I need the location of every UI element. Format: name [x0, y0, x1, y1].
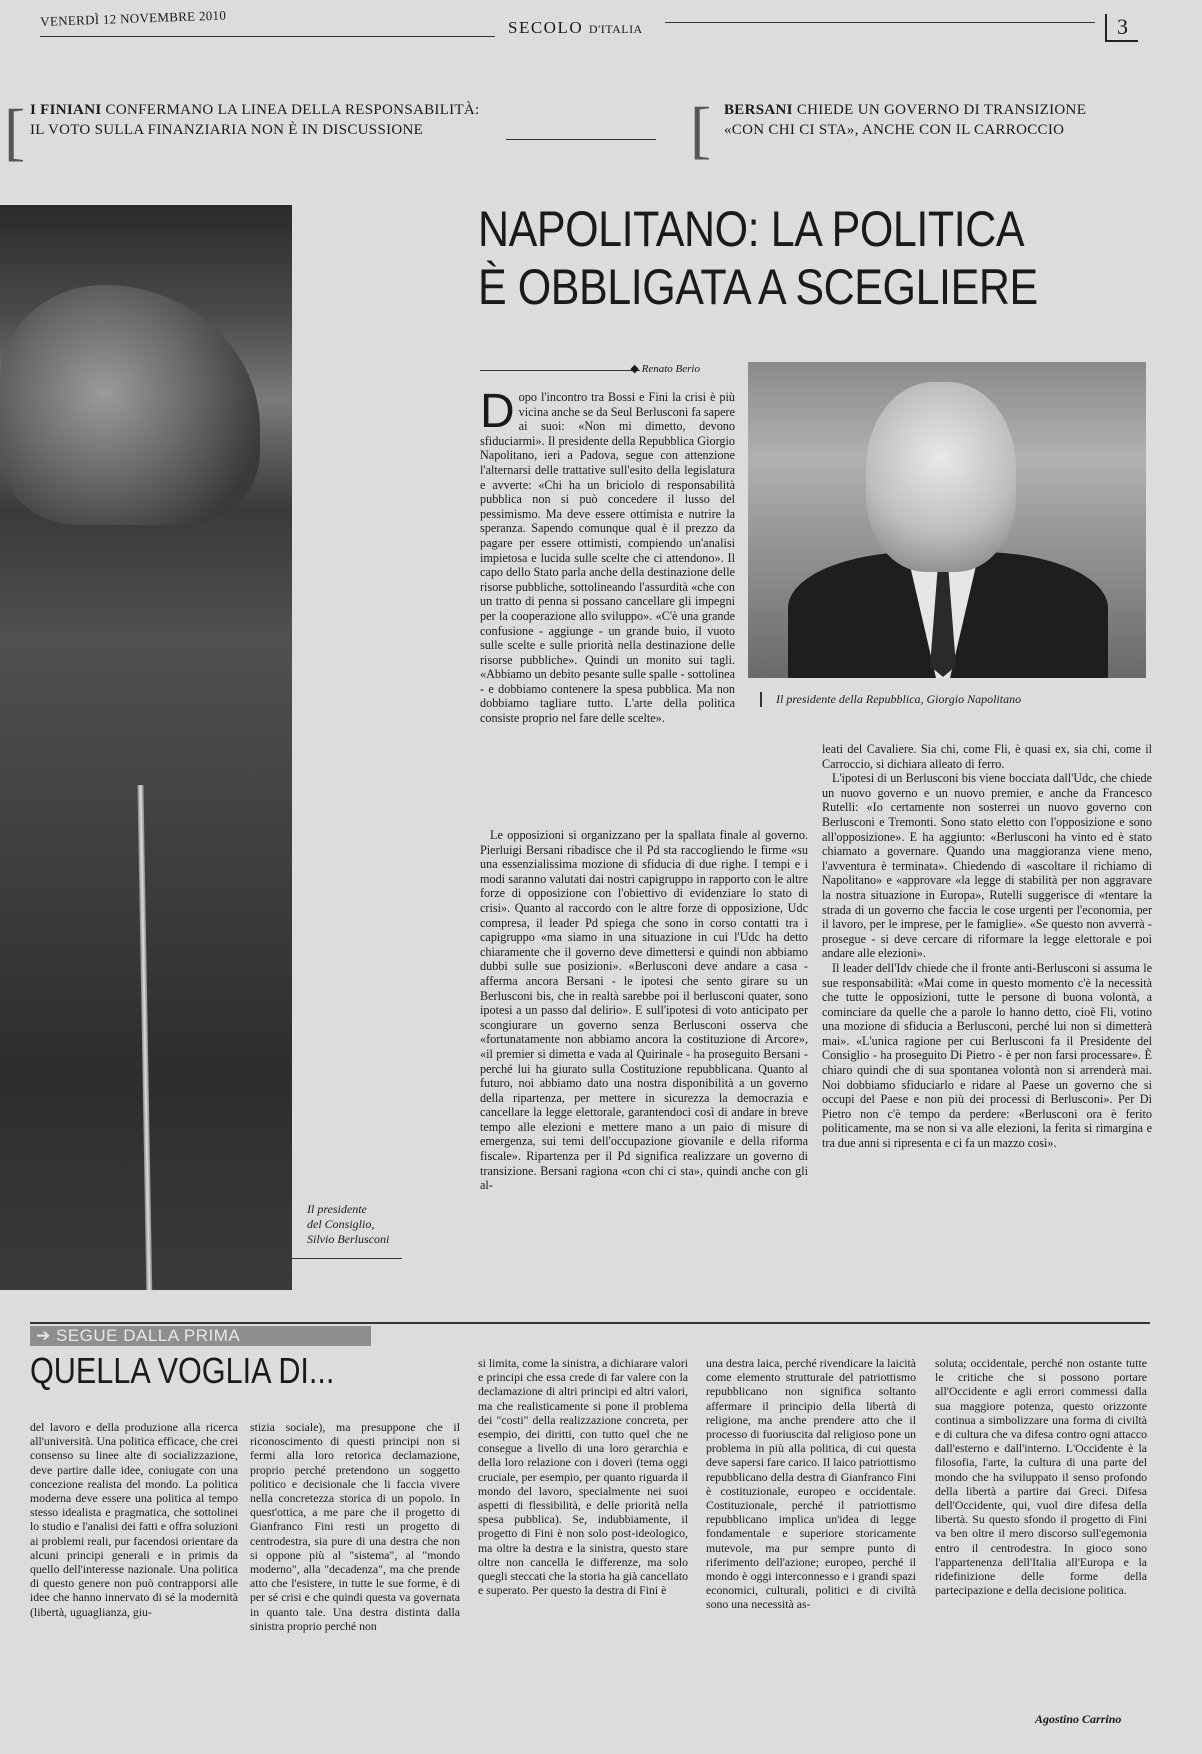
bottom-col1: del lavoro e della produzione alla ricerca all'università. Una politica efficace, che crei consenso su linee alte di socializzazione, deve partire dalle idee, coniugate con una concezione realista del mondo. La politica moderna deve essere una politica al tempo stesso idealista e pragmatica, che sottolinei lo studio e l'analisi dei fatti e offra soluzioni ai problemi reali, pur facendosi orientare da alcuni principi generali e in primis da quello dell'interesse nazionale. Una politica di questo genere non può contrapporsi alle idee che hanno innervato di sé la modernità (libertà, uguaglianza, giu- [30, 1420, 238, 1619]
byline: ◆ Renato Berio [630, 363, 700, 375]
bottom-headline: QUELLA VOGLIA DI... [30, 1350, 335, 1391]
napolitano-photo [748, 362, 1146, 678]
article-col1-top [480, 385, 735, 726]
caption-left-rule [292, 1258, 402, 1259]
caption-left-line1: Il presidente [307, 1202, 367, 1216]
caption-left-line3: Silvio Berlusconi [307, 1232, 390, 1246]
stone-ornament-graphic [0, 285, 260, 525]
article-col1-bottom [480, 828, 808, 1193]
kicker-right-bracket: [ [690, 94, 712, 165]
masthead-title-small: D'ITALIA [588, 22, 643, 36]
main-headline [478, 200, 1166, 316]
portrait-head-graphic [866, 382, 1016, 572]
kicker-left [30, 100, 510, 140]
berlusconi-photo [0, 205, 292, 1290]
kicker-right-line2: «CON CHI CI STA», ANCHE CON IL CARROCCIO [724, 122, 1065, 138]
masthead-title [508, 18, 643, 38]
drop-cap: D [480, 385, 515, 438]
kicker-left-line2: IL VOTO SULLA FINANZIARIA NON È IN DISCUSSIONE [30, 122, 424, 138]
bottom-col2: stizia sociale), ma presuppone che il riconoscimento di questi principi non si fermi alla loro retorica declamazione, proprio perché pretendono un soggetto politico e decisionale che li faccia vivere nella concretezza storica di un popolo. In quest'ottica, a me pare che il progetto di Gianfranco Fini resti un progetto di centrodestra, sia pure di una destra che non si oppone più al "sistema", al "mondo moderno", alla "decadenza", ma che prende atto che l'esistere, in tutte le sue forme, è di per sé crisi e che quindi questa va governata in quanto tale. Una destra distinta dalla sinistra proprio perché non [250, 1420, 460, 1633]
masthead-rule-right [665, 22, 1095, 23]
article-intro: opo l'incontro tra Bossi e Fini la crisi è più vicina anche se da Seul Berlusconi fa sapere ai suoi: «Non mi dimetto, devono sfiduciarmi». Il presidente della Repubblica Giorgio Napolitano, ieri a Padova, segue con attenzione l'alternarsi delle trattative sull'esito della legislatura e avverte: «Chi ha un briciolo di responsabilità pubblica non si può concedere il lusso del pessimismo. Ma deve essere ottimista e nutrire la speranza. Sapendo comunque qual è il prezzo da pagare per essere ottimisti, compiendo un'analisi impietosa e lucida sulle scelte che ci attendono». Il capo dello Stato parla anche della destinazione delle risorse pubbliche, sottolineando l'assurdità «che con un tratto di penna si possano cancellare gli impegni per la cooperazione allo sviluppo». «C'è una grande confusione - aggiunge - un grande buio, il vuoto sulle scelte e sulle priorità nella destinazione delle risorse pubbliche». Quindi un monito sui tagli. «Abbiamo un debito pesante sulle spalle - sottolinea - e dobbiamo contenere la spesa pubblica. Ma non dobbiamo tagliare tutto. L'arte della politica consiste proprio nel fare delle scelte». [480, 390, 735, 726]
headline-line2: È OBBLIGATA A SCEGLIERE [478, 259, 1038, 315]
kicker-left-line1: CONFERMANO LA LINEA DELLA RESPONSABILITÀ: [105, 102, 480, 118]
bottom-col5: soluta; occidentale, perché non ostante tutte le critiche che si possono portare all'Occidente e agli errori commessi dalla sua maggiore potenza, questo orizzonte continua a simbolizzare una forma di civiltà e di cultura che va difesa contro ogni attacco dall'esterno e dall'interno. L'Occidente è la filosofia, l'arte, la cultura di una parte del mondo che ha sviluppato il senso profondo della libertà a partire dai Greci. Difesa dell'Occidente, qui, vuol dire difesa della libertà. Su questo sfondo il progetto di Fini va ben oltre il mero discorso sull'egemonia entro il centrodestra. In gioco sono l'appartenenza dell'Italia all'Europa e la ridefinizione delle forme della partecipazione e della decisione politica. [935, 1356, 1147, 1598]
article-paragraph: leati del Cavaliere. Sia chi, come Fli, è quasi ex, sia chi, come il Carroccio, si dichiara alleato di ferro. [822, 742, 1152, 771]
kicker-right-lead: BERSANI [724, 102, 793, 118]
segue-label: ➔ SEGUE DALLA PRIMA [30, 1326, 371, 1346]
photo-caption-right: Il presidente della Repubblica, Giorgio Napolitano [760, 692, 1021, 707]
article-paragraph: Il leader dell'Idv chiede che il fronte anti-Berlusconi si assuma le sue responsabilità: «Mai come in questo momento c'è la necessità che tutte le opposizioni, tutte le persone di buona volontà, a cominciare da quelle che a parole lo hanno detto, cioè Fli, votino una mozione di sfiducia a Berlusconi, perché lui non si dimetterà mai». «L'unica ragione per cui Berlusconi fa il Presidente del Consiglio - ha proseguito Di Pietro - è per non farsi processare». È chiaro quindi che di sua spontanea volontà non si arrenderà mai. Noi dobbiamo sfiduciarlo e ridare al Paese un governo che si occupi del Paese e non più dei processi di Berlusconi». Per Di Pietro non c'è tempo da perdere: «Berlusconi ora è ferito politicamente, ma se non si va alle elezioni, la ferita si rimargina e tra due anni si ripresenta e ci fa un mazzo così». [822, 960, 1152, 1151]
article-paragraph: L'ipotesi di un Berlusconi bis viene bocciata dall'Udc, che chiede un nuovo governo e un nuovo premier, e anche da Francesco Rutelli: «Io certamente non sosterrei un nuovo governo con Berlusconi e Tremonti. Sono stato eletto con l'opposizione e sono all'opposizione». E ha aggiunto: «Berlusconi ha vinto ed è stato chiamato a governare. Quando una maggioranza viene meno, l'avventura è terminata». Chiedendo di «ascoltare il richiamo di Napolitano» e «approvare «la legge di stabilità per non aggravare la nostra situazione in Europa», Rutelli suggerisce di «tentare la strada di un governo che faccia le cose urgenti per l'economia, per il lavoro, per le imprese, per le famiglie». «Se questo non avverrà - prosegue - si deve cercare di riformare la legge elettorale e poi andare alle elezioni». [822, 771, 1152, 961]
cane-graphic [137, 785, 152, 1290]
bottom-col4: una destra laica, perché rivendicare la laicità come elemento strutturale del patriottismo repubblicano non significa soltanto affermare il principio della libertà di religione, ma anche prendere atto che il processo di fuoriuscita dal religioso pone un problema in più alla politica, di cui questa deve sapersi fare carico. Il laico patriottismo repubblicano della destra di Gianfranco Fini è costituzionale, europeo e occidentale. Costituzionale, perché il patriottismo repubblicano implica un'idea di legge fondamentale e superiore storicamente mutevole, ma pur sempre punto di riferimento dell'azione; europeo, perché il mondo è oggi interconnesso e i grandi spazi economici, culturali, politici e di civiltà sono una necessità as- [706, 1356, 916, 1612]
masthead-title-main: SECOLO [508, 18, 584, 37]
kicker-divider [506, 139, 656, 140]
issue-date: VENERDÌ 12 NOVEMBRE 2010 [40, 7, 227, 29]
kicker-left-bracket: [ [4, 96, 26, 167]
byline-author: Renato Berio [641, 363, 700, 375]
photo-caption-left [307, 1202, 417, 1247]
caption-left-line2: del Consiglio, [307, 1217, 375, 1231]
section-divider [30, 1322, 1150, 1324]
article-col2 [822, 742, 1152, 1151]
bottom-col3: si limita, come la sinistra, a dichiarare valori e principi che essa crede di far valere con la declamazione di altri principi ed altri valori, ma che realisticamente si pone il problema dei "costi" della realizzazione concreta, per esempio, dei diritti, con tutto quel che ne consegue a livello di una loro gerarchia e della loro relazione con i doveri (tema oggi cruciale, per esempio, per quanto riguarda il mondo del lavoro, specialmente nei suoi aspetti di flessibilità, e delle priorità nella spesa pubblica). Se, indubbiamente, il progetto di Fini è non solo post-ideologico, ma oltre la destra e la sinistra, questo stare oltre non cancella le differenze, ma solo quegli steccati che la storia ha già cancellato e superato. Per questo la destra di Fini è [478, 1356, 688, 1598]
kicker-right-line1: CHIEDE UN GOVERNO DI TRANSIZIONE [796, 102, 1087, 118]
headline-line1: NAPOLITANO: LA POLITICA [478, 201, 1025, 257]
kicker-right [724, 100, 1144, 140]
page-number: 3 [1105, 14, 1138, 42]
article-paragraph: Le opposizioni si organizzano per la spallata finale al governo. Pierluigi Bersani ribadisce che il Pd sta raccogliendo le firme «su una essenzialissima mozione di sfiducia di due righe. I tempi e i modi saranno valutati dai nostri capigruppo in rapporto con le altre forze di opposizione con l'obiettivo di evidenziare lo stato di crisi». Quanto al raccordo con le altre forze di opposizione, Udc compresa, il leader Pd spiega che sono in corso contatti tra i capigruppo «ma siamo in una situazione in cui l'Udc ha detto chiaramente che il governo deve dimettersi e quindi non abbiamo dubbi sulle sue posizioni». «Berlusconi deve andare a casa - afferma ancora Bersani - le ipotesi che sento girare su un Berlusconi bis, che in realtà sarebbe poi il berlusconi quater, sono ipotesi a un passo dal delirio». E sull'ipotesi di voto anticipato per scongiurare un governo senza Berlusconi osserva che «fortunatamente non abbiamo ancora la costituzione di Arcore», «il premier si dimetta e vada al Quirinale - ha proseguito Bersani - perché lui ha giurato sulla Costituzione repubblicana. Quanto al futuro, noi abbiamo dato una nostra disponibilità a un governo della ripartenza, per mettere in sicurezza la democrazia e cancellare la legge elettorale, garantendoci così di andare in breve tempo alle elezioni e mettere mano a un paio di misure di emergenza, sui temi dell'occupazione giovanile e della riforma fiscale». Ripartenza per il Pd significa realizzare un governo di transizione. Bersani ragiona «con chi ci sta», quindi anche con gli al- [480, 828, 808, 1193]
masthead-rule-left [40, 36, 495, 37]
kicker-left-lead: I FINIANI [30, 102, 102, 118]
signature: Agostino Carrino [1035, 1712, 1122, 1726]
